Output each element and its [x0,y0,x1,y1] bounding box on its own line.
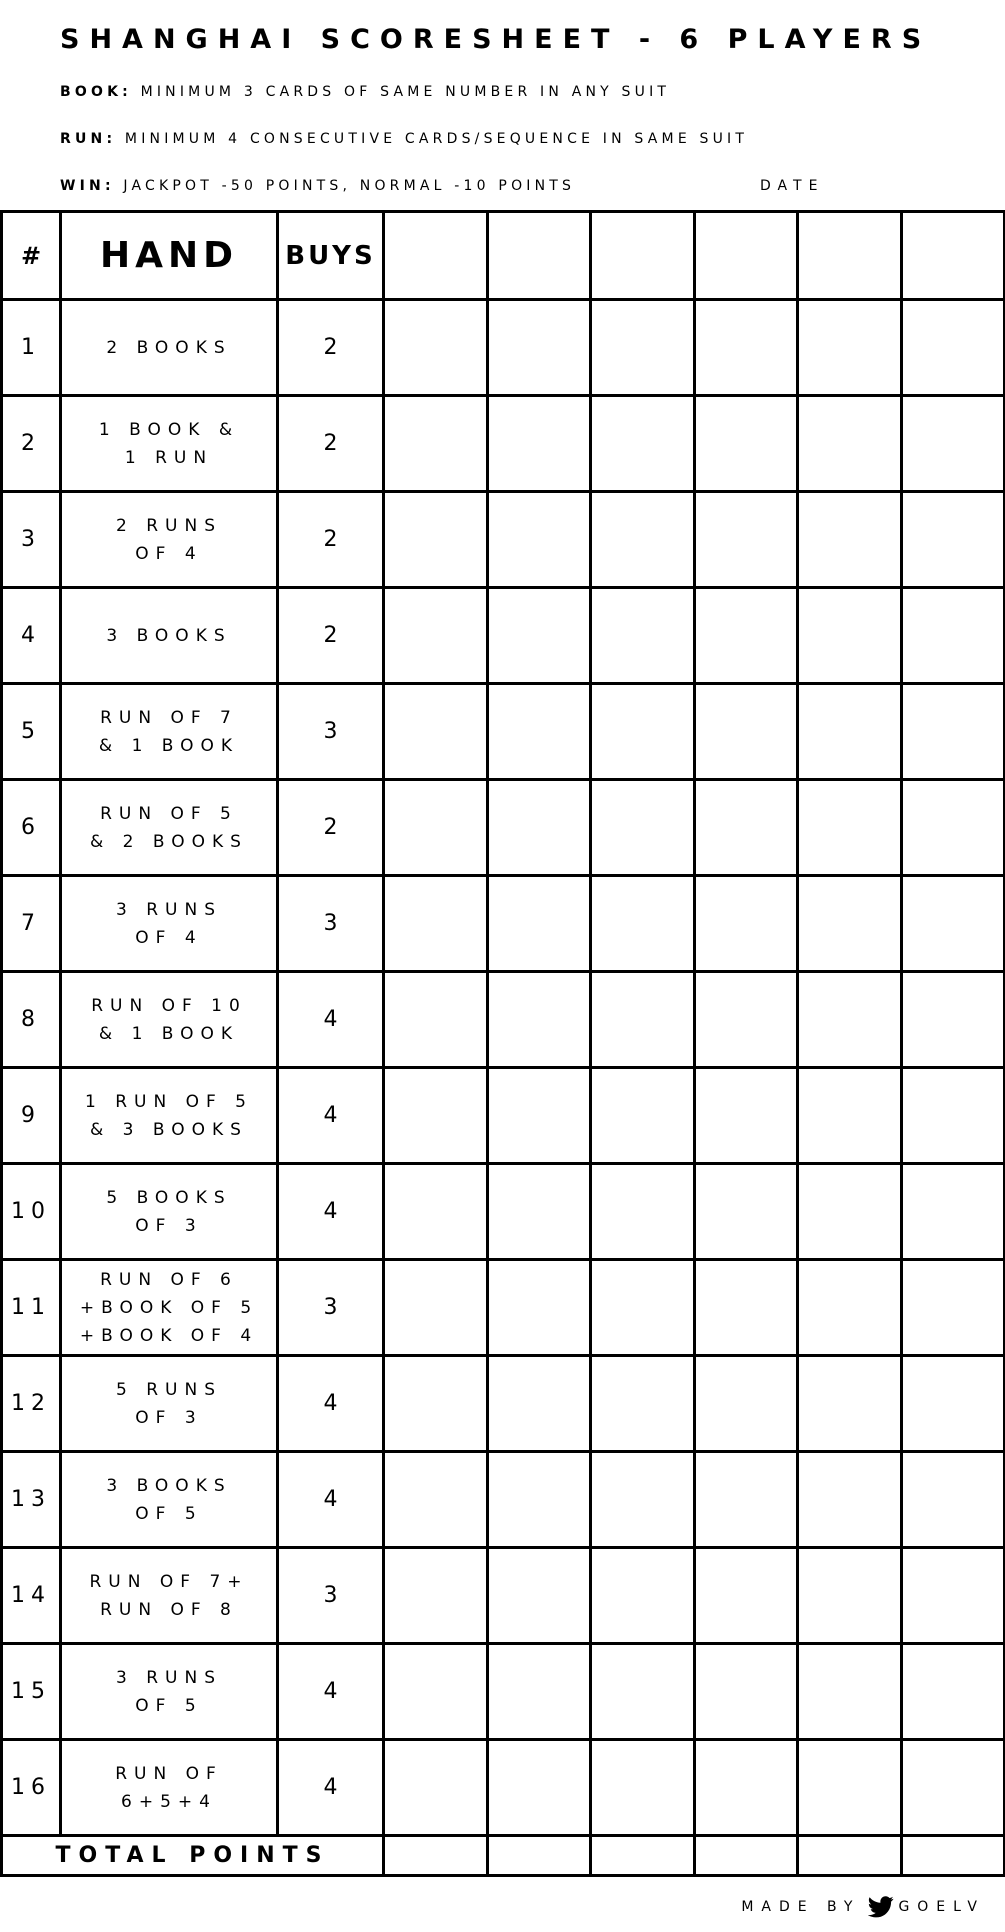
score-table-body [2,212,1005,1876]
player-name-cell[interactable] [487,212,591,300]
score-cell[interactable] [487,1356,591,1452]
round-number: 7 [2,876,61,972]
score-cell[interactable] [591,1164,695,1260]
score-cell[interactable] [487,972,591,1068]
round-buys: 4 [278,1068,384,1164]
player-name-cell[interactable] [384,212,488,300]
round-buys: 4 [278,972,384,1068]
score-cell[interactable] [591,1260,695,1356]
round-row [2,1452,1005,1548]
round-number: 4 [2,588,61,684]
score-cell[interactable] [694,492,798,588]
score-cell[interactable] [487,1548,591,1644]
score-cell[interactable] [798,300,902,396]
round-row [2,1260,1005,1356]
score-cell[interactable] [694,396,798,492]
round-hand: RUN OF 6+5+4 [61,1740,278,1836]
score-cell[interactable] [694,1548,798,1644]
win-label: WIN: [60,178,115,194]
round-row [2,972,1005,1068]
score-cell[interactable] [384,1164,488,1260]
score-cell[interactable] [798,1260,902,1356]
score-cell[interactable] [487,780,591,876]
total-score-cell[interactable] [384,1836,488,1876]
score-cell[interactable] [901,588,1005,684]
score-cell[interactable] [901,780,1005,876]
score-cell[interactable] [384,1356,488,1452]
round-buys: 2 [278,780,384,876]
round-hand: RUN OF 7+ RUN OF 8 [61,1548,278,1644]
round-buys: 3 [278,1260,384,1356]
round-buys: 4 [278,1356,384,1452]
score-cell[interactable] [487,1740,591,1836]
book-rule [60,84,670,100]
page-title: SHANGHAI SCORESHEET - 6 PLAYERS [60,24,932,55]
round-number: 13 [2,1452,61,1548]
score-cell[interactable] [901,684,1005,780]
round-number: 5 [2,684,61,780]
round-buys: 3 [278,684,384,780]
round-hand: 3 BOOKS [61,588,278,684]
round-row [2,492,1005,588]
round-number: 8 [2,972,61,1068]
score-cell[interactable] [901,972,1005,1068]
round-hand: 3 RUNS OF 4 [61,876,278,972]
score-cell[interactable] [487,684,591,780]
score-cell[interactable] [694,300,798,396]
score-cell[interactable] [694,1644,798,1740]
score-cell[interactable] [487,1068,591,1164]
score-cell[interactable] [487,1260,591,1356]
score-cell[interactable] [901,492,1005,588]
round-row [2,396,1005,492]
score-cell[interactable] [487,1452,591,1548]
score-cell[interactable] [591,1356,695,1452]
total-points-label: TOTAL POINTS [2,1836,384,1876]
score-cell[interactable] [591,396,695,492]
twitter-bird-icon [868,1896,894,1918]
player-name-cell[interactable] [694,212,798,300]
score-cell[interactable] [901,1548,1005,1644]
footer-credit [741,1896,985,1918]
round-row [2,588,1005,684]
score-cell[interactable] [798,396,902,492]
score-cell[interactable] [694,972,798,1068]
score-cell[interactable] [798,1644,902,1740]
round-buys: 4 [278,1164,384,1260]
round-row [2,1644,1005,1740]
round-buys: 3 [278,876,384,972]
score-cell[interactable] [487,396,591,492]
score-cell[interactable] [487,876,591,972]
score-cell[interactable] [694,1356,798,1452]
player-name-cell[interactable] [901,212,1005,300]
score-cell[interactable] [901,1452,1005,1548]
round-number: 14 [2,1548,61,1644]
score-cell[interactable] [591,780,695,876]
round-number: 9 [2,1068,61,1164]
score-cell[interactable] [591,684,695,780]
round-hand: RUN OF 7 & 1 BOOK [61,684,278,780]
score-cell[interactable] [798,780,902,876]
round-hand: 3 RUNS OF 5 [61,1644,278,1740]
score-cell[interactable] [798,684,902,780]
run-rule [60,131,748,147]
score-cell[interactable] [384,1260,488,1356]
score-cell[interactable] [384,972,488,1068]
total-score-cell[interactable] [798,1836,902,1876]
score-cell[interactable] [487,1164,591,1260]
round-hand: RUN OF 6 +BOOK OF 5 +BOOK OF 4 [61,1260,278,1356]
column-header-hand: HAND [61,212,278,300]
book-label: BOOK: [60,84,132,100]
score-cell[interactable] [798,492,902,588]
score-cell[interactable] [694,876,798,972]
round-hand: 1 BOOK & 1 RUN [61,396,278,492]
score-cell[interactable] [798,1356,902,1452]
total-score-cell[interactable] [901,1836,1005,1876]
score-cell[interactable] [384,684,488,780]
score-cell[interactable] [591,1068,695,1164]
round-hand: 5 BOOKS OF 3 [61,1164,278,1260]
score-cell[interactable] [384,1452,488,1548]
score-cell[interactable] [694,1740,798,1836]
score-cell[interactable] [798,588,902,684]
score-cell[interactable] [384,876,488,972]
win-text: JACKPOT -50 POINTS, NORMAL -10 POINTS [114,178,576,194]
round-row [2,1164,1005,1260]
header-row [2,212,1005,300]
score-cell[interactable] [798,1068,902,1164]
round-row [2,300,1005,396]
book-text: MINIMUM 3 CARDS OF SAME NUMBER IN ANY SUIT [131,84,671,100]
round-hand: RUN OF 10 & 1 BOOK [61,972,278,1068]
score-cell[interactable] [487,300,591,396]
round-row [2,1068,1005,1164]
total-row [2,1836,1005,1876]
score-cell[interactable] [384,1548,488,1644]
score-cell[interactable] [487,588,591,684]
score-cell[interactable] [591,972,695,1068]
score-cell[interactable] [694,1452,798,1548]
score-cell[interactable] [798,1548,902,1644]
total-score-cell[interactable] [487,1836,591,1876]
score-cell[interactable] [694,780,798,876]
round-buys: 3 [278,1548,384,1644]
score-table [0,210,1005,1877]
score-cell[interactable] [694,684,798,780]
column-header-buys: BUYS [278,212,384,300]
round-number: 1 [2,300,61,396]
column-header-number: # [2,212,61,300]
round-number: 12 [2,1356,61,1452]
score-cell[interactable] [384,492,488,588]
score-cell[interactable] [384,1068,488,1164]
score-cell[interactable] [901,1164,1005,1260]
score-cell[interactable] [591,300,695,396]
run-text: MINIMUM 4 CONSECUTIVE CARDS/SEQUENCE IN SAME SUIT [116,131,749,147]
score-cell[interactable] [591,1452,695,1548]
win-rule [60,178,575,194]
score-cell[interactable] [901,396,1005,492]
score-cell[interactable] [591,1644,695,1740]
round-hand: 5 RUNS OF 3 [61,1356,278,1452]
score-cell[interactable] [798,1740,902,1836]
round-row [2,1356,1005,1452]
round-hand: 3 BOOKS OF 5 [61,1452,278,1548]
score-cell[interactable] [694,1260,798,1356]
round-buys: 4 [278,1740,384,1836]
round-number: 3 [2,492,61,588]
round-number: 15 [2,1644,61,1740]
total-score-cell[interactable] [694,1836,798,1876]
round-number: 10 [2,1164,61,1260]
score-cell[interactable] [901,1260,1005,1356]
score-cell[interactable] [798,1452,902,1548]
round-row [2,780,1005,876]
round-number: 6 [2,780,61,876]
round-number: 11 [2,1260,61,1356]
score-cell[interactable] [591,876,695,972]
round-buys: 4 [278,1452,384,1548]
score-cell[interactable] [384,396,488,492]
score-cell[interactable] [487,1644,591,1740]
score-cell[interactable] [798,876,902,972]
score-cell[interactable] [901,1068,1005,1164]
score-cell[interactable] [901,300,1005,396]
made-by-label: MADE BY [741,1899,861,1915]
score-cell[interactable] [901,1740,1005,1836]
round-number: 2 [2,396,61,492]
score-cell[interactable] [798,972,902,1068]
round-row [2,684,1005,780]
round-hand: RUN OF 5 & 2 BOOKS [61,780,278,876]
round-hand: 1 RUN OF 5 & 3 BOOKS [61,1068,278,1164]
score-cell[interactable] [384,1740,488,1836]
round-row [2,1740,1005,1836]
round-hand: 2 RUNS OF 4 [61,492,278,588]
player-name-cell[interactable] [591,212,695,300]
score-cell[interactable] [901,1356,1005,1452]
score-cell[interactable] [694,588,798,684]
round-buys: 4 [278,1644,384,1740]
round-row [2,876,1005,972]
score-cell[interactable] [384,1644,488,1740]
score-cell[interactable] [901,1644,1005,1740]
round-hand: 2 BOOKS [61,300,278,396]
round-buys: 2 [278,492,384,588]
round-buys: 2 [278,300,384,396]
round-buys: 2 [278,588,384,684]
player-name-cell[interactable] [798,212,902,300]
score-cell[interactable] [384,300,488,396]
score-cell[interactable] [384,780,488,876]
run-label: RUN: [60,131,117,147]
score-cell[interactable] [694,1164,798,1260]
score-cell[interactable] [591,492,695,588]
date-label: DATE [760,178,825,194]
round-number: 16 [2,1740,61,1836]
score-cell[interactable] [591,588,695,684]
score-cell[interactable] [591,1548,695,1644]
score-cell[interactable] [487,492,591,588]
score-cell[interactable] [694,1068,798,1164]
score-cell[interactable] [901,876,1005,972]
score-cell[interactable] [591,1740,695,1836]
round-buys: 2 [278,396,384,492]
score-cell[interactable] [384,588,488,684]
round-row [2,1548,1005,1644]
score-cell[interactable] [798,1164,902,1260]
total-score-cell[interactable] [591,1836,695,1876]
author-handle: GOELV [898,1899,985,1915]
